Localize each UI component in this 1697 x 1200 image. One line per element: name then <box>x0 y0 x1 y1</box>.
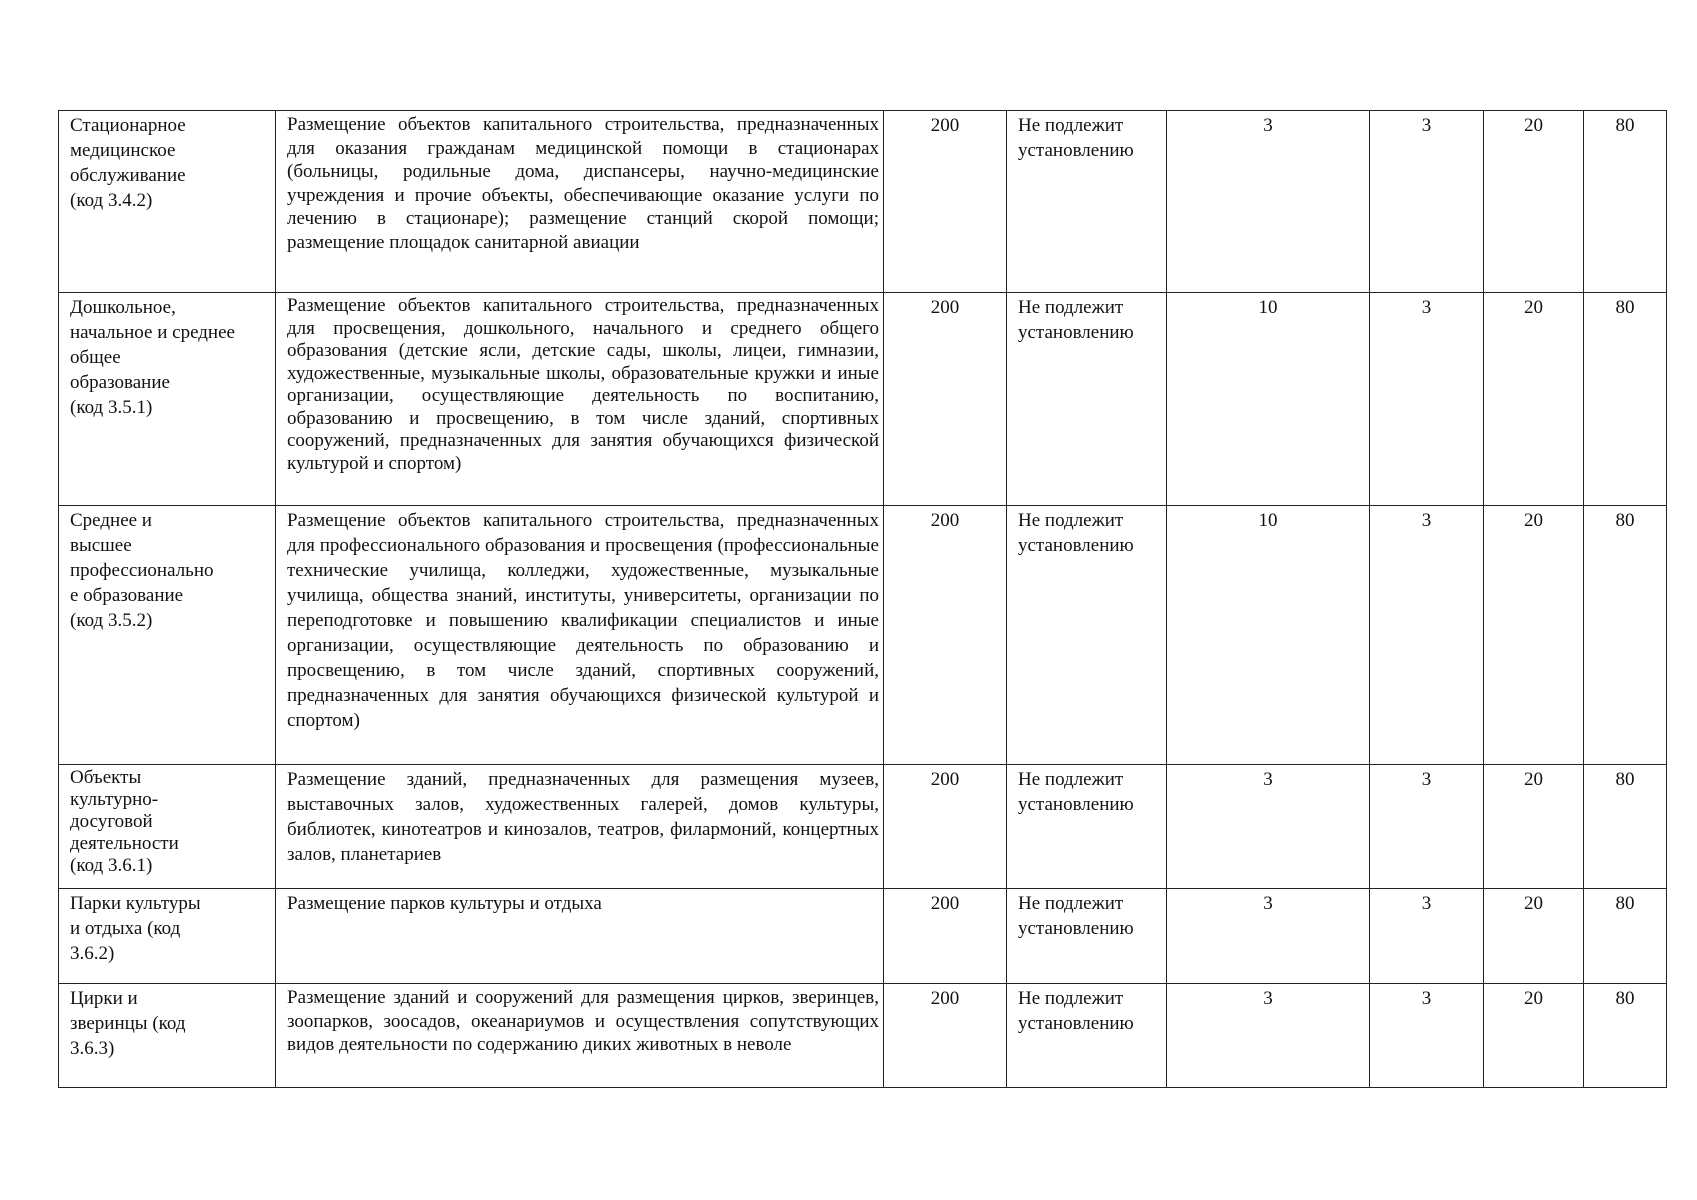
max-area-value: Не подлежит установлению <box>1007 111 1167 293</box>
max-area-value: Не подлежит установлению <box>1007 293 1167 506</box>
max-coverage-value: 80 <box>1584 293 1667 506</box>
max-area-value: Не подлежит установлению <box>1007 765 1167 889</box>
use-type-description: Размещение парков культуры и отдыха <box>276 889 884 984</box>
max-coverage-value: 80 <box>1584 984 1667 1088</box>
max-area-value: Не подлежит установлению <box>1007 506 1167 765</box>
table-row <box>59 984 1667 1088</box>
use-type-description: Размещение объектов капитального строительства, предназначенных для просвещения, дошкольного, начального и среднего общего образования (детские ясли, детские сады, школы, лицеи, гимназии, художественные, музыкальные школы, образовательные кружки и иные организации, осуществляющие деятельность по воспитанию, образованию и просвещению, в том числе зданий, спортивных сооружений, предназначенных для занятия обучающихся физической культурой и спортом) <box>276 293 884 506</box>
min-area-value: 200 <box>884 984 1007 1088</box>
floors-value: 3 <box>1370 889 1484 984</box>
floors-value: 3 <box>1370 765 1484 889</box>
floors-value: 3 <box>1370 984 1484 1088</box>
setback-value: 10 <box>1167 506 1370 765</box>
min-coverage-value: 20 <box>1484 111 1584 293</box>
max-coverage-value: 80 <box>1584 506 1667 765</box>
max-coverage-value: 80 <box>1584 111 1667 293</box>
min-area-value: 200 <box>884 111 1007 293</box>
table-row <box>59 765 1667 889</box>
use-type-name: Цирки и зверинцы (код 3.6.3) <box>59 984 276 1088</box>
max-area-value: Не подлежит установлению <box>1007 889 1167 984</box>
use-type-description: Размещение зданий, предназначенных для размещения музеев, выставочных залов, художественных галерей, домов культуры, библиотек, кинотеатров и кинозалов, театров, филармоний, концертных залов, планетариев <box>276 765 884 889</box>
use-type-name: Среднее и высшее профессионально е образование (код 3.5.2) <box>59 506 276 765</box>
max-area-value: Не подлежит установлению <box>1007 984 1167 1088</box>
min-coverage-value: 20 <box>1484 293 1584 506</box>
setback-value: 3 <box>1167 765 1370 889</box>
setback-value: 3 <box>1167 984 1370 1088</box>
use-type-name: Дошкольное, начальное и среднее общее образование (код 3.5.1) <box>59 293 276 506</box>
max-coverage-value: 80 <box>1584 889 1667 984</box>
min-coverage-value: 20 <box>1484 889 1584 984</box>
table-row <box>59 111 1667 293</box>
table-row <box>59 293 1667 506</box>
use-type-name: Стационарное медицинское обслуживание (код 3.4.2) <box>59 111 276 293</box>
min-coverage-value: 20 <box>1484 984 1584 1088</box>
max-coverage-value: 80 <box>1584 765 1667 889</box>
setback-value: 10 <box>1167 293 1370 506</box>
min-coverage-value: 20 <box>1484 506 1584 765</box>
min-area-value: 200 <box>884 293 1007 506</box>
use-type-description: Размещение зданий и сооружений для размещения цирков, зверинцев, зоопарков, зоосадов, океанариумов и осуществления сопутствующих видов деятельности по содержанию диких животных в неволе <box>276 984 884 1088</box>
floors-value: 3 <box>1370 111 1484 293</box>
use-type-name: Объекты культурно- досуговой деятельности (код 3.6.1) <box>59 765 276 889</box>
table-row <box>59 506 1667 765</box>
min-area-value: 200 <box>884 506 1007 765</box>
min-coverage-value: 20 <box>1484 765 1584 889</box>
use-type-description: Размещение объектов капитального строительства, предназначенных для оказания гражданам медицинской помощи в стационарах (больницы, родильные дома, диспансеры, научно-медицинские учреждения и прочие объекты, обеспечивающие оказание услуги по лечению в стационаре); размещение станций скорой помощи; размещение площадок санитарной авиации <box>276 111 884 293</box>
min-area-value: 200 <box>884 765 1007 889</box>
floors-value: 3 <box>1370 506 1484 765</box>
setback-value: 3 <box>1167 889 1370 984</box>
use-type-description: Размещение объектов капитального строительства, предназначенных для профессионального образования и просвещения (профессиональные технические училища, колледжи, художественные, музыкальные училища, общества знаний, институты, университеты, организации по переподготовке и повышению квалификации специалистов и иные организации, осуществляющие деятельность по образованию и просвещению, в том числе зданий, спортивных сооружений, предназначенных для занятия обучающихся физической культурой и спортом) <box>276 506 884 765</box>
use-type-name: Парки культуры и отдыха (код 3.6.2) <box>59 889 276 984</box>
min-area-value: 200 <box>884 889 1007 984</box>
land-use-table <box>58 110 1667 1088</box>
setback-value: 3 <box>1167 111 1370 293</box>
floors-value: 3 <box>1370 293 1484 506</box>
table-row <box>59 889 1667 984</box>
